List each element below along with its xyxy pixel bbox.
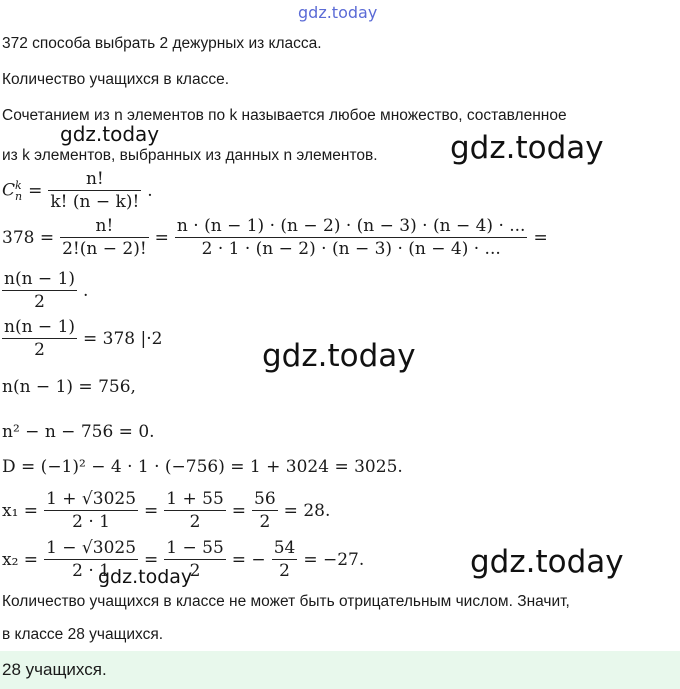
fraction-expanded: $\frac{n \cdot (n - 1) \cdot (n - 2) \cdot (n - 3) \cdot (n - 4) \cdot ...}{2 \cdot 1 \cdot (n - 2) \cdot (n - 3) \cdot (n - 4) \cdot ...}$	[176, 216, 526, 259]
watermark-top: gdz.today	[298, 3, 378, 22]
combination-formula: C k n = $\frac{n!}{k! (n - k)!}$ .	[2, 169, 153, 212]
watermark: gdz.today	[450, 130, 604, 166]
quadratic-equation: n² − n − 756 = 0.	[2, 422, 155, 442]
x2-fraction-sqrt: $\frac{1 - √3025}{2 \cdot 1}$	[46, 538, 137, 581]
c-symbol: C k n	[2, 178, 23, 203]
x1-fraction-sum: $\frac{1 + 55}{2}$	[166, 489, 224, 532]
x2-fraction-diff: $\frac{1 - 55}{2}$	[166, 538, 224, 581]
unknown-label: Количество учащихся в классе.	[2, 71, 230, 88]
problem-statement: 372 способа выбрать 2 дежурных из класса.	[2, 35, 322, 52]
answer-text: 28 учащихся.	[2, 660, 107, 679]
definition-line-2: из k элементов, выбранных из данных n элементов.	[2, 147, 378, 164]
fraction-multiply: $\frac{n(n - 1)}{2}$	[4, 317, 76, 360]
fraction-n-factorial: $\frac{n!}{2!(n - 2)!}$	[62, 216, 147, 259]
root-x2: x₂ = $\frac{1 - √3025}{2 \cdot 1}$ = $\frac{1 - 55}{2}$ = − $\frac{54}{2}$ = −27.	[2, 538, 365, 581]
watermark: gdz.today	[98, 566, 193, 588]
x1-fraction-result: $\frac{56}{2}$	[254, 489, 276, 532]
x1-fraction-sqrt: $\frac{1 + √3025}{2 \cdot 1}$	[46, 489, 137, 532]
watermark: gdz.today	[60, 122, 160, 146]
definition-line-1: Сочетанием из n элементов по k называется любое множество, составленное	[2, 107, 567, 124]
fraction-simplified: $\frac{n(n - 1)}{2}$	[4, 269, 76, 312]
watermark: gdz.today	[262, 338, 416, 374]
conclusion-line-1: Количество учащихся в классе не может быть отрицательным числом. Значит,	[2, 593, 570, 610]
x2-fraction-result: $\frac{54}{2}$	[273, 538, 296, 581]
combination-fraction: $\frac{n!}{k! (n - k)!}$	[50, 169, 140, 212]
root-x1: x₁ = $\frac{1 + √3025}{2 \cdot 1}$ = $\frac{1 + 55}{2}$ = $\frac{56}{2}$ = 28.	[2, 489, 331, 532]
answer-box	[0, 651, 680, 689]
equation-756: n(n − 1) = 756,	[2, 377, 136, 397]
equation-378: 378 = $\frac{n!}{2!(n - 2)!}$ = $\frac{n \cdot (n - 1) \cdot (n - 2) \cdot (n - 3) \cdot (n - 4) \cdot ...}{2 \cdot 1 \cdot (n - 2) \cdot (n - 3) \cdot (n - 4) \cdot ...}$ =	[2, 216, 548, 259]
equation-multiply: $\frac{n(n - 1)}{2}$ = 378 |·2	[4, 317, 163, 360]
discriminant: D = (−1)² − 4 · 1 · (−756) = 1 + 3024 = 3025.	[2, 457, 403, 477]
watermark: gdz.today	[470, 544, 624, 580]
equation-simplified: $\frac{n(n - 1)}{2}$ .	[4, 269, 89, 312]
conclusion-line-2: в классе 28 учащихся.	[2, 626, 164, 643]
